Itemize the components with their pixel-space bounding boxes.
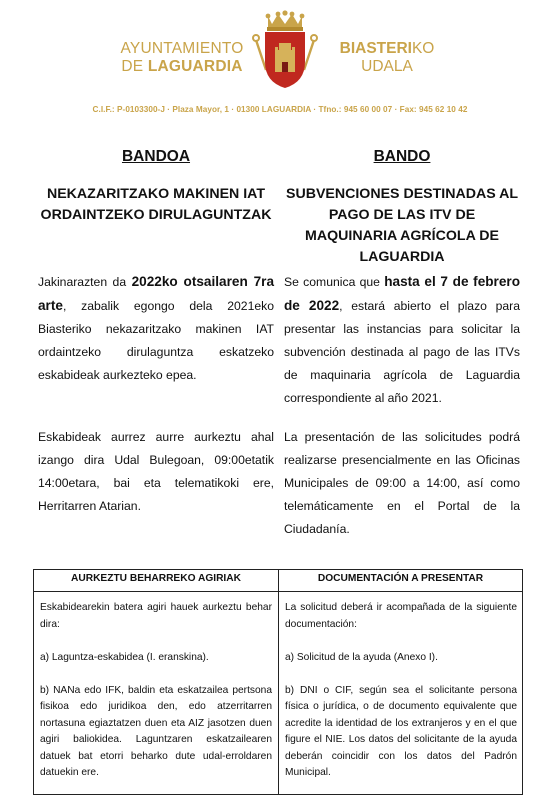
table-row: b) DNI o CIF, según sea el solicitante persona física o jurídica, o de documento equivalente que acredite la identidad de los extranjeros y en el que figure el NIE. Los datos del solicitante de la ayuda deberán coincidir con los datos del Padrón Municipal. <box>285 684 517 778</box>
letterhead <box>0 0 560 120</box>
spanish-paragraph-1 <box>284 270 520 410</box>
brand-right-bold: BIASTERI <box>339 40 412 57</box>
municipality-name-spanish <box>112 40 252 76</box>
documentation-table <box>33 569 523 795</box>
brand-right-rest: KO <box>411 40 435 57</box>
table-header-spanish: DOCUMENTACIÓN A PRESENTAR <box>317 573 484 584</box>
coat-of-arms-icon <box>250 10 320 90</box>
brand-left-bold: LAGUARDIA <box>147 58 243 75</box>
table-cell-spanish <box>285 600 517 798</box>
basque-p1-start: Jakinarazten da <box>38 275 132 289</box>
spanish-heading: BANDO <box>373 148 431 165</box>
table-cell-basque <box>40 600 272 798</box>
contact-line: C.I.F.: P-0103300-J · Plaza Mayor, 1 · 01300 LAGUARDIA · Tfno.: 945 60 00 07 · Fax: 945 62 10 42 <box>92 105 468 114</box>
basque-paragraph-2: Eskabideak aurrez aurre aurkeztu ahal izango dira Udal Bulegoan, 09:00etatik 14:00etara, bai eta telematikoki ere, Herritarren Atarian. <box>38 430 274 513</box>
table-row: La solicitud deberá ir acompañada de la siguiente documentación: <box>285 602 517 630</box>
basque-column <box>38 148 274 513</box>
table-column-divider <box>278 570 279 794</box>
spanish-subtitle: SUBVENCIONES DESTINADAS AL PAGO DE LAS ITV DE MAQUINARIA AGRÍCOLA DE LAGUARDIA <box>285 186 518 265</box>
brand-left-prefix: DE <box>121 58 148 75</box>
basque-p1-deadline: 2022ko otsailaren 7ra arte <box>38 274 274 313</box>
municipality-name-basque <box>332 40 442 76</box>
spanish-column <box>284 148 521 536</box>
spanish-p1-start: Se comunica que <box>284 275 385 289</box>
basque-p1-end: , zabalik egongo dela 2021eko Biasteriko nekazaritzako makinen IAT ordaintzeko dirulaguntza eskatzeko eskabideak aurkezteko epea. <box>38 299 274 382</box>
spanish-paragraph-2: La presentación de las solicitudes podrá realizarse presencialmente en las Oficinas Municipales de 09:00 a 14:00, así como telemáticamente en el Portal de la Ciudadanía. <box>284 430 520 536</box>
basque-subtitle: NEKAZARITZAKO MAKINEN IAT ORDAINTZEKO DIRULAGUNTZAK <box>40 186 272 223</box>
basque-heading: BANDOA <box>121 148 191 165</box>
brand-right-line2: UDALA <box>361 58 413 75</box>
table-row: a) Solicitud de la ayuda (Anexo I). <box>285 651 438 663</box>
table-header-basque: AURKEZTU BEHARREKO AGIRIAK <box>71 573 241 584</box>
spanish-p1-deadline: hasta el 7 de febrero de 2022 <box>284 274 521 313</box>
table-row: a) Laguntza-eskabidea (I. eranskina). <box>40 651 209 663</box>
brand-left-line1: AYUNTAMIENTO <box>120 40 244 57</box>
table-row: b) NANa edo IFK, baldin eta eskatzailea pertsona fisikoa edo juridikoa den, edo atzerritarren nortasuna egiaztatzen duen eta AIZ jasotzen duen agiri baliokidea. Laguntzaren eskatzailearen datuek bat etorri beharko dute udal-erroldaren datuekin ere. <box>40 684 272 778</box>
table-header-divider <box>34 591 522 592</box>
basque-paragraph-1 <box>38 270 274 387</box>
spanish-p1-end: , estará abierto el plazo para presentar las instancias para solicitar la subvención destinada al pago de las ITVs de maquinaria agrícola de Laguardia correspondiente al año 2021. <box>284 299 520 405</box>
table-row: Eskabidearekin batera agiri hauek aurkeztu behar dira: <box>40 602 272 630</box>
